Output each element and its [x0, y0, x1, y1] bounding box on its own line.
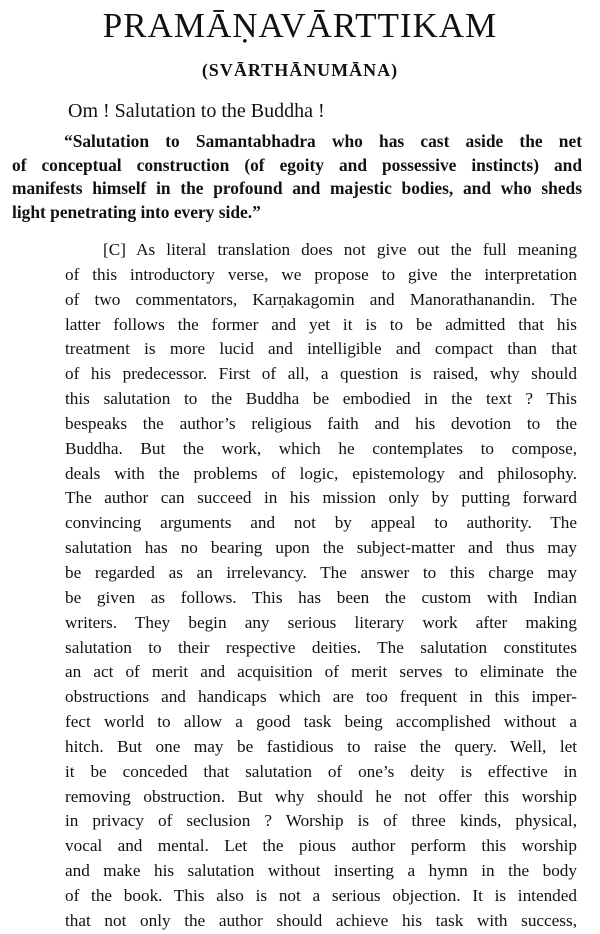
text-line: Buddha. But the work, which he contemplates to compose,	[65, 438, 577, 458]
text-line: latter follows the former and yet it is to be admitted that his	[65, 314, 577, 334]
text-line: be regarded as an irrelevancy. The answer to this charge may	[65, 562, 577, 582]
text-line: this salutation to the Buddha be embodied in the text ? This	[65, 389, 577, 409]
text-line: it be conceded that salutation of one’s deity is effective in	[65, 761, 577, 781]
text-line: removing obstruction. But why should he not offer this worship	[65, 786, 577, 806]
text-line: of this introductory verse, we propose to give the interpretation	[65, 264, 577, 284]
text-line: writers. They begin any serious literary work after making	[65, 612, 577, 632]
text-line: [C] As literal translation does not give out the full meaning	[103, 240, 577, 259]
invocation-line: “Salutation to Samantabhadra who has cast aside the net	[64, 131, 582, 151]
text-line: deals with the problems of logic, epistemology and philosophy.	[65, 463, 577, 483]
invocation-line: manifests himself in the profound and majestic bodies, and who sheds	[12, 178, 582, 198]
text-line: convincing arguments and not by appeal to authority. The	[65, 513, 577, 533]
text-line: an act of merit and acquisition of merit serves to eliminate the	[65, 662, 577, 682]
commentary-paragraph	[65, 238, 577, 934]
text-line: hitch. But one may be fastidious to raise the query. Well, let	[65, 736, 577, 756]
page-title: PRAMĀṆAVĀRTTIKAM	[102, 6, 498, 45]
text-line: vocal and mental. Let the pious author perform this worship	[65, 836, 577, 856]
text-line: and make his salutation without inserting a hymn in the body	[65, 861, 577, 881]
text-line: bespeaks the author’s religious faith and his devotion to the	[65, 413, 577, 433]
invocation-verse	[12, 130, 582, 224]
opening-salutation: Om ! Salutation to the Buddha !	[68, 100, 325, 122]
text-line: of his predecessor. First of all, a question is raised, why should	[65, 364, 577, 384]
text-line: salutation to their respective deities. The salutation constitutes	[65, 637, 577, 657]
text-line: be given as follows. This has been the custom with Indian	[65, 587, 577, 607]
text-line: of two commentators, Karṇakagomin and Manorathanandin. The	[65, 289, 577, 309]
invocation-line: light penetrating into every side.”	[12, 201, 261, 222]
text-line: in privacy of seclusion ? Worship is of three kinds, physical,	[65, 811, 577, 831]
text-line: salutation has no bearing upon the subject-matter and thus may	[65, 538, 577, 558]
text-line: treatment is more lucid and intelligible and compact than that	[65, 339, 577, 359]
invocation-line: of conceptual construction (of egoity and possessive instincts) and	[12, 154, 582, 175]
text-line: of the book. This also is not a serious objection. It is intended	[65, 885, 577, 905]
text-line: fect world to allow a good task being accomplished without a	[65, 712, 577, 732]
text-line: The author can succeed in his mission only by putting forward	[65, 488, 577, 508]
text-line: that not only the author should achieve his task with success,	[65, 910, 577, 930]
page-subtitle: (SVĀRTHĀNUMĀNA)	[201, 60, 399, 80]
text-line: obstructions and handicaps which are too frequent in this imper-	[65, 687, 577, 707]
